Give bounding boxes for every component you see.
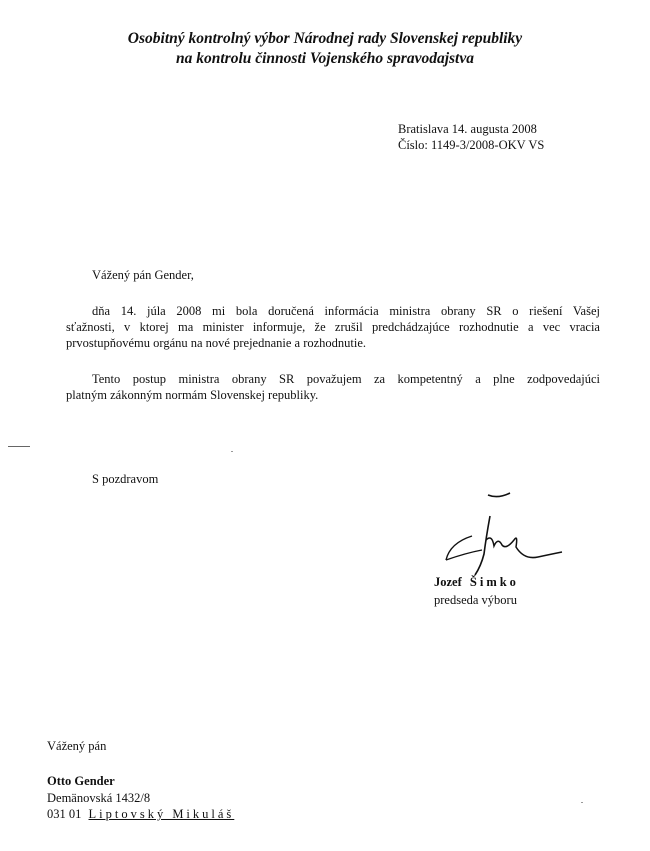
paragraph-1-line-1: dňa 14. júla 2008 mi bola doručená informácia ministra obrany SR o riešení Vašej [92,304,600,318]
recipient-city-line [47,807,234,822]
signatory-name [434,575,519,590]
closing: S pozdravom [92,472,159,486]
scan-mark [8,446,30,447]
signatory-surname: Šimko [469,575,519,589]
handwritten-signature [428,480,573,580]
paragraph-1-line-2: sťažnosti, v ktorej ma minister informuje, že zrušil predchádzajúce rozhodnutie a vec vracia [66,320,600,334]
place-date: Bratislava 14. augusta 2008 [398,122,537,136]
salutation: Vážený pán Gender, [92,268,194,282]
letterhead-line-1: Osobitný kontrolný výbor Národnej rady Slovenskej republiky [127,30,523,47]
signatory-title: predseda výboru [434,593,517,607]
reference-number: Číslo: 1149-3/2008-OKV VS [398,138,545,152]
scan-speck [231,451,233,452]
recipient-street: Demänovská 1432/8 [47,791,151,805]
paragraph-2-line-1: Tento postup ministra obrany SR považujem za kompetentný a plne zodpovedajúci [92,372,600,386]
paragraph-1-line-3: prvostupňovému orgánu na nové prejednanie a rozhodnutie. [66,336,367,350]
recipient-city: Liptovský Mikuláš [88,807,235,821]
scan-speck [581,802,583,803]
recipient-zip: 031 01 [47,807,82,821]
recipient-name: Otto Gender [47,774,115,788]
paragraph-2 [66,371,600,403]
paragraph-1 [66,303,600,351]
signatory-first-name: Jozef [434,575,462,589]
paragraph-2-line-2: platným zákonným normám Slovenskej republiky. [66,388,319,402]
letterhead-line-2: na kontrolu činnosti Vojenského spravodajstva [175,50,474,67]
recipient-salutation: Vážený pán [47,739,107,753]
